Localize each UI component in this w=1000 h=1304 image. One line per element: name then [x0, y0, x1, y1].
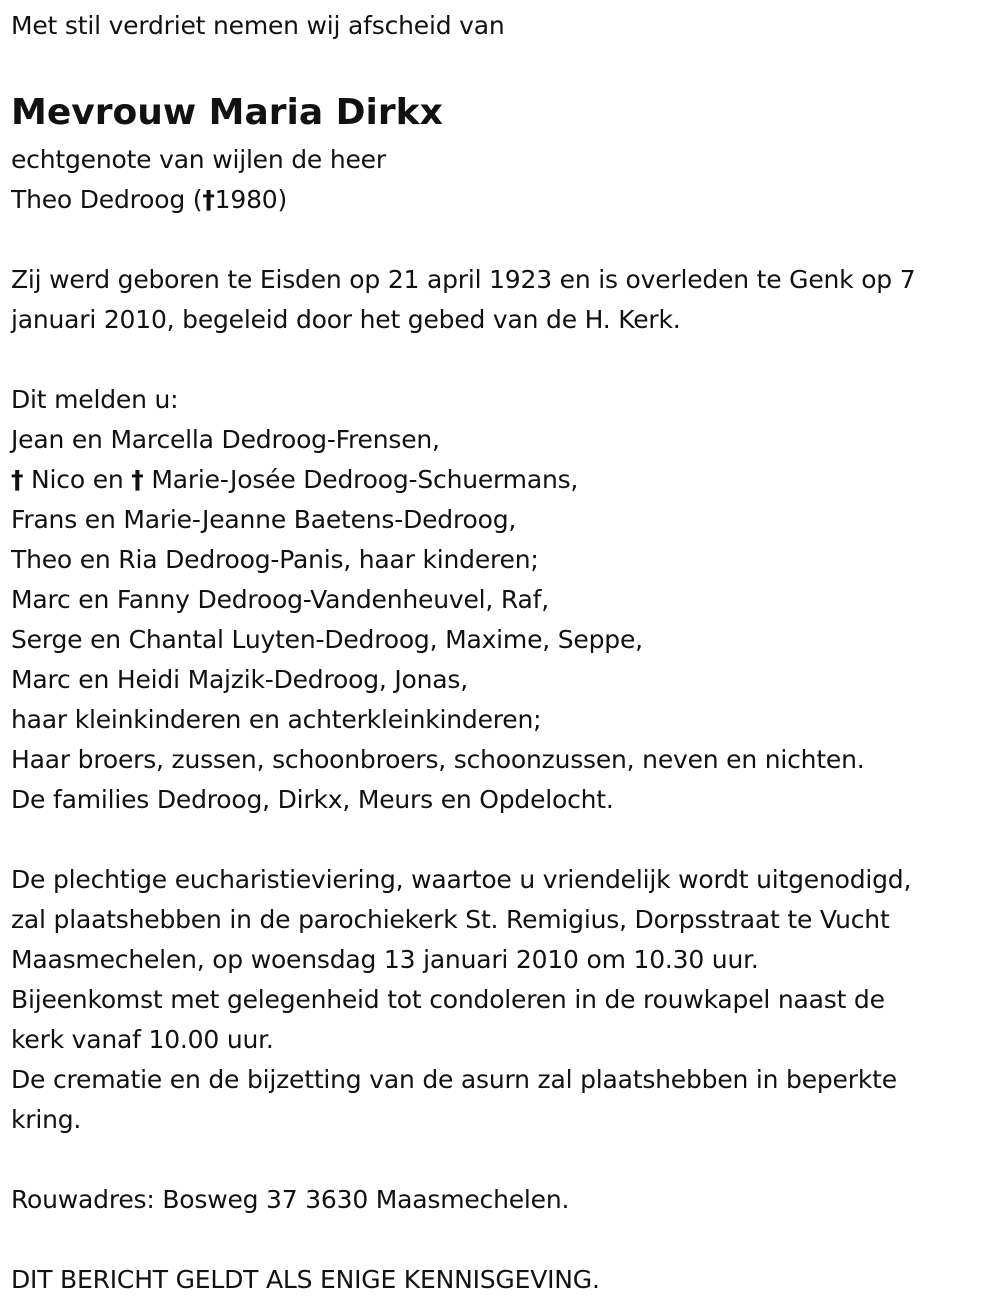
ceremony-details	[11, 860, 1000, 1140]
deceased-name: Mevrouw Maria Dirkx	[11, 92, 443, 133]
ceremony-line: De crematie en de bijzetting van de asurn zal plaatshebben in beperkte	[11, 1065, 897, 1094]
spacer	[11, 820, 1000, 860]
spouse-name: Theo Dedroog (	[11, 185, 203, 214]
spacer	[11, 46, 1000, 86]
ceremony-line: zal plaatshebben in de parochiekerk St. Remigius, Dorpsstraat te Vucht	[11, 905, 890, 934]
announcer-line: Marc en Heidi Majzik-Dedroog, Jonas,	[11, 665, 468, 694]
spacer	[11, 340, 1000, 380]
relation-line: echtgenote van wijlen de heer	[11, 145, 386, 174]
announcers	[11, 380, 1000, 820]
cross-icon: †	[11, 465, 24, 494]
cross-icon: †	[131, 465, 144, 494]
spacer	[11, 220, 1000, 260]
spacer	[11, 1220, 1000, 1260]
spacer	[11, 1140, 1000, 1180]
announcers-heading: Dit melden u:	[11, 385, 179, 414]
announcer-line: Serge en Chantal Luyten-Dedroog, Maxime, Seppe,	[11, 625, 643, 654]
biography	[11, 260, 1000, 340]
announcer-line: Frans en Marie-Jeanne Baetens-Dedroog,	[11, 505, 517, 534]
notice-statement: DIT BERICHT GELDT ALS ENIGE KENNISGEVING.	[11, 1265, 600, 1294]
announcer-line: † Nico en † Marie-Josée Dedroog-Schuermans,	[11, 465, 579, 494]
intro-text: Met stil verdriet nemen wij afscheid van	[11, 11, 505, 40]
mourning-address: Rouwadres: Bosweg 37 3630 Maasmechelen.	[11, 1185, 570, 1214]
spouse-line	[11, 180, 1000, 220]
announcer-line: De families Dedroog, Dirkx, Meurs en Opdelocht.	[11, 785, 614, 814]
announcer-line: Haar broers, zussen, schoonbroers, schoonzussen, neven en nichten.	[11, 745, 865, 774]
ceremony-line: De plechtige eucharistieviering, waartoe u vriendelijk wordt uitgenodigd,	[11, 865, 912, 894]
bio-line: januari 2010, begeleid door het gebed van de H. Kerk.	[11, 305, 681, 334]
bio-line: Zij werd geboren te Eisden op 21 april 1923 en is overleden te Genk op 7	[11, 265, 916, 294]
announcer-line: Marc en Fanny Dedroog-Vandenheuvel, Raf,	[11, 585, 549, 614]
spouse-death-year: 1980)	[214, 185, 288, 214]
cross-icon: †	[202, 185, 215, 214]
announcer-line: Theo en Ria Dedroog-Panis, haar kinderen;	[11, 545, 539, 574]
ceremony-line: kring.	[11, 1105, 82, 1134]
announcer-line: Jean en Marcella Dedroog-Frensen,	[11, 425, 440, 454]
ceremony-line: kerk vanaf 10.00 uur.	[11, 1025, 274, 1054]
ceremony-line: Maasmechelen, op woensdag 13 januari 2010 om 10.30 uur.	[11, 945, 759, 974]
ceremony-line: Bijeenkomst met gelegenheid tot condoleren in de rouwkapel naast de	[11, 985, 885, 1014]
announcer-line: haar kleinkinderen en achterkleinkinderen;	[11, 705, 542, 734]
